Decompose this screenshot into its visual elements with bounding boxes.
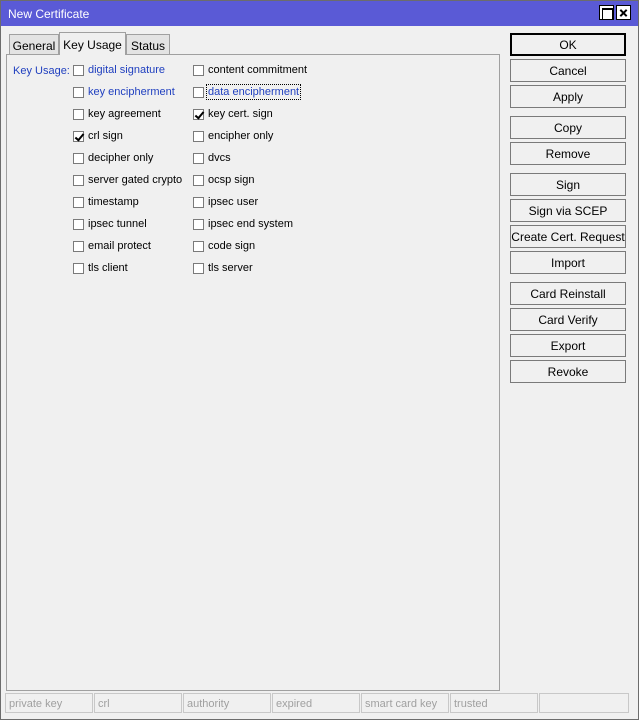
checkbox-label: ipsec end system <box>208 218 293 230</box>
key-usage-panel <box>6 54 500 691</box>
checkbox-box-checked[interactable] <box>73 131 84 142</box>
checkbox-box-checked[interactable] <box>193 109 204 120</box>
checkbox-label: data encipherment <box>208 86 300 98</box>
checkbox-label: ocsp sign <box>208 174 255 186</box>
status-expired: expired <box>272 693 360 713</box>
checkbox-label: code sign <box>208 240 256 252</box>
checkbox-label: content commitment <box>208 64 308 76</box>
checkbox-label: ipsec tunnel <box>88 218 147 230</box>
tab-key-usage[interactable]: Key Usage <box>59 32 126 55</box>
checkbox-label: ipsec user <box>208 196 259 208</box>
checkbox-box[interactable] <box>193 263 204 274</box>
checkbox-box[interactable] <box>193 131 204 142</box>
status-bar <box>5 693 634 715</box>
sign-via-scep-button[interactable]: Sign via SCEP <box>510 199 626 222</box>
create-cert-request-button[interactable]: Create Cert. Request <box>510 225 626 248</box>
status-trusted: trusted <box>450 693 538 713</box>
status-crl: crl <box>94 693 182 713</box>
title-bar[interactable] <box>1 1 638 26</box>
checkbox-label: digital signature <box>88 64 166 76</box>
checkbox-label: decipher only <box>88 152 154 164</box>
checkbox-box[interactable] <box>193 241 204 252</box>
checkbox-box[interactable] <box>193 153 204 164</box>
status-smart-card-key: smart card key <box>361 693 449 713</box>
maximize-icon[interactable] <box>599 5 614 20</box>
tab-status[interactable]: Status <box>126 34 170 54</box>
checkbox-box[interactable] <box>193 197 204 208</box>
remove-button[interactable]: Remove <box>510 142 626 165</box>
checkbox-box[interactable] <box>193 87 204 98</box>
checkbox-box[interactable] <box>73 153 84 164</box>
status-private-key: private key <box>5 693 93 713</box>
copy-button[interactable]: Copy <box>510 116 626 139</box>
apply-button[interactable]: Apply <box>510 85 626 108</box>
checkbox-box[interactable] <box>73 263 84 274</box>
revoke-button[interactable]: Revoke <box>510 360 626 383</box>
checkbox-label: dvcs <box>208 152 231 164</box>
card-reinstall-button[interactable]: Card Reinstall <box>510 282 626 305</box>
status-empty <box>539 693 629 713</box>
checkbox-box[interactable] <box>193 175 204 186</box>
checkbox-box[interactable] <box>73 87 84 98</box>
window-title: New Certificate <box>8 7 90 21</box>
checkbox-box[interactable] <box>193 65 204 76</box>
cancel-button[interactable]: Cancel <box>510 59 626 82</box>
checkbox-box[interactable] <box>193 219 204 230</box>
checkbox-box[interactable] <box>73 175 84 186</box>
card-verify-button[interactable]: Card Verify <box>510 308 626 331</box>
close-icon[interactable] <box>616 5 631 20</box>
checkbox-label: tls server <box>208 262 253 274</box>
checkbox-label: key agreement <box>88 108 161 120</box>
import-button[interactable]: Import <box>510 251 626 274</box>
checkbox-label: encipher only <box>208 130 274 142</box>
checkbox-label: server gated crypto <box>88 174 183 186</box>
checkbox-box[interactable] <box>73 109 84 120</box>
checkbox-box[interactable] <box>73 241 84 252</box>
checkbox-label: crl sign <box>88 130 123 142</box>
checkbox-box[interactable] <box>73 65 84 76</box>
tab-general[interactable]: General <box>9 34 59 54</box>
sign-button[interactable]: Sign <box>510 173 626 196</box>
checkbox-label: email protect <box>88 240 151 252</box>
checkbox-label: timestamp <box>88 196 139 208</box>
checkbox-label: key cert. sign <box>208 108 273 120</box>
checkbox-label: tls client <box>88 262 128 274</box>
checkbox-label: key encipherment <box>88 86 175 98</box>
status-authority: authority <box>183 693 271 713</box>
checkbox-box[interactable] <box>73 197 84 208</box>
export-button[interactable]: Export <box>510 334 626 357</box>
checkbox-box[interactable] <box>73 219 84 230</box>
key-usage-label: Key Usage: <box>13 65 70 77</box>
ok-button[interactable]: OK <box>510 33 626 56</box>
